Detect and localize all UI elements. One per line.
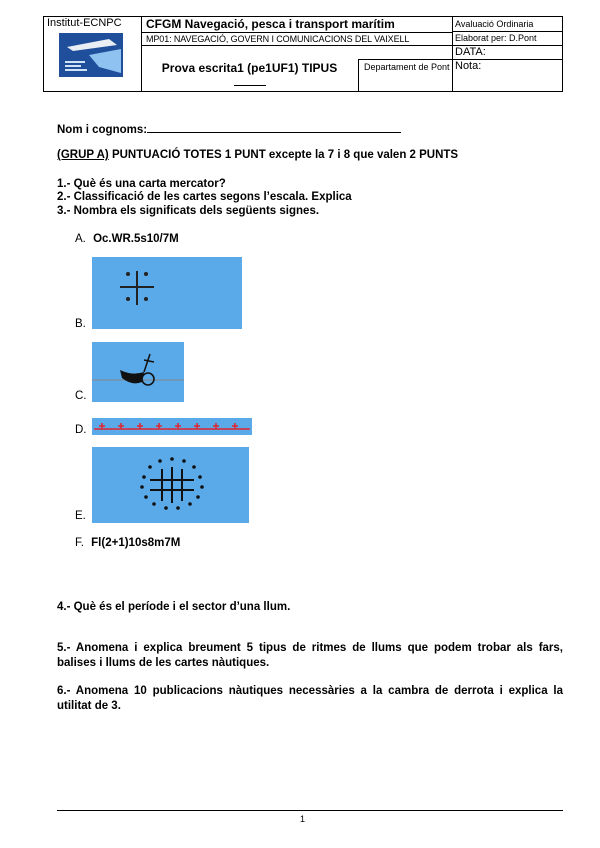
question-6: 6.- Anomena 10 publicacions nàutiques necessàries a la cambra de derrota i explica la utilitat de 3.: [57, 685, 563, 712]
submarine-cable-symbol-icon: [92, 418, 252, 435]
question-1: 1.- Què és una carta mercator?: [57, 178, 226, 190]
department: Departament de Pont: [364, 62, 450, 72]
option-e: E.: [75, 510, 86, 522]
option-text: Oc.WR.5s10/7M: [93, 233, 179, 245]
grade-label: Nota:: [455, 60, 482, 72]
symbol-c-image: [92, 342, 184, 402]
author: Elaborat per: D.Pont: [455, 33, 537, 43]
option-d: D.: [75, 424, 87, 436]
option-c: C.: [75, 390, 87, 402]
symbol-d-image: [92, 418, 252, 435]
exam-title: Prova escrita1 (pe1UF1) TIPUS: [141, 61, 358, 89]
student-name-row: [57, 121, 401, 136]
institute-logo: [59, 33, 123, 77]
footer-rule: [57, 810, 563, 811]
page-number: 1: [300, 814, 306, 824]
option-b: B.: [75, 318, 86, 330]
rock-symbol-icon: [92, 257, 242, 329]
course-title: CFGM Navegació, pesca i transport marítim: [146, 17, 395, 31]
question-4: 4.- Què és el període i el sector d’una llum.: [57, 601, 291, 613]
scoring-text: PUNTUACIÓ TOTES 1 PUNT excepte la 7 i 8 que valen 2 PUNTS: [108, 149, 459, 161]
option-letter: A.: [75, 233, 86, 245]
name-label: Nom i cognoms:: [57, 124, 148, 136]
header-table: [43, 16, 563, 92]
option-f: [75, 537, 180, 549]
question-3: 3.- Nombra els significats dels següents signes.: [57, 205, 320, 217]
option-text: Fl(2+1)10s8m7M: [91, 537, 181, 549]
evaluation: Avaluació Ordinaria: [455, 19, 534, 29]
symbol-e-image: [92, 447, 249, 523]
buoy-light-symbol-icon: [92, 342, 184, 402]
symbol-b-image: [92, 257, 242, 329]
group-label: (GRUP A): [57, 149, 109, 161]
question-5: 5.- Anomena i explica breument 5 tipus de ritmes de llums que podem trobar als fars, balises i llums de les cartes nàutiques.: [57, 642, 563, 669]
name-blank[interactable]: [147, 121, 401, 133]
question-2: 2.- Classificació de les cartes segons l’escala. Explica: [57, 191, 352, 203]
foul-ground-symbol-icon: [92, 447, 249, 523]
institute-name: Institut-ECNPC: [47, 17, 122, 29]
option-letter: F.: [75, 537, 84, 549]
module-title: MP01: NAVEGACIÓ, GOVERN I COMUNICACIONS DEL VAIXELL: [146, 34, 410, 44]
group-line: [57, 149, 458, 161]
option-a: [75, 233, 179, 245]
date-label: DATA:: [455, 46, 486, 58]
